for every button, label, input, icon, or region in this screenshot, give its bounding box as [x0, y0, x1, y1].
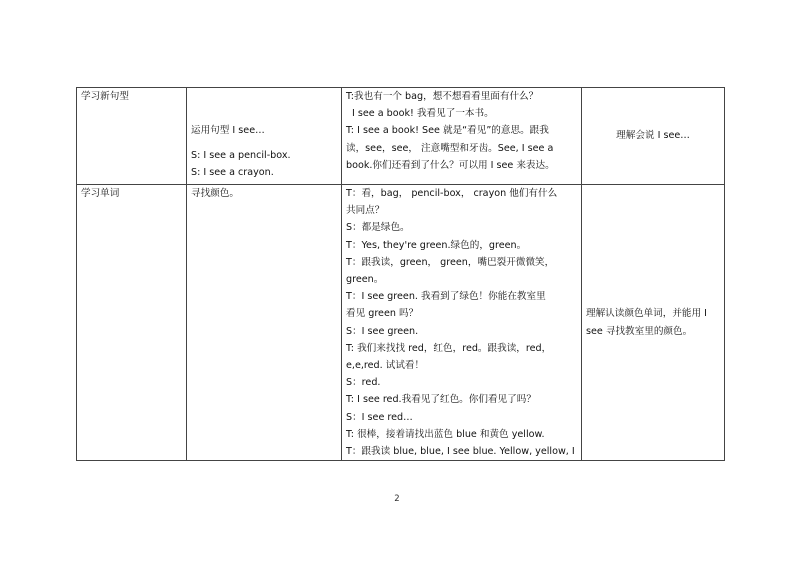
spacer: [191, 139, 337, 147]
process-line: [346, 122, 577, 139]
process-line: 共同点？: [346, 205, 385, 217]
process-line: T：Yes, they're green.绿色的，green。: [346, 239, 527, 251]
goal-text: 理解会说 I see…: [616, 130, 690, 142]
goal-cell: [582, 185, 725, 461]
process-line: T：I see green. 我看到了绿色！你能在教室里: [346, 291, 546, 303]
process-line: green。: [346, 274, 384, 286]
process-line: T：跟我读，green， green，嘴巴裂开微微笑，: [346, 256, 555, 268]
activity-line: 运用句型 I see…: [191, 125, 265, 136]
stage-cell: [77, 185, 187, 461]
activity-cell: [187, 88, 342, 185]
process-line: e,e,red. 试试看！: [346, 360, 425, 372]
process-line: S：都是绿色。: [346, 222, 410, 234]
process-line: T：看，bag， pencil-box， crayon 他们有什么: [346, 188, 558, 199]
process-line: T:我也有一个 bag，想不想看看里面有什么？: [346, 91, 539, 102]
stage-label: 学习单词: [81, 188, 120, 199]
page-number: 2: [394, 494, 400, 504]
process-text: ”的意思。跟我: [486, 125, 549, 137]
goal-cell: [582, 88, 725, 185]
process-line: I see a book! 我看见了一本书。: [352, 108, 494, 120]
process-line: T: I see red.我看见了红色。你们看见了吗？: [346, 394, 536, 406]
process-cell: [342, 185, 582, 461]
spacer: [191, 88, 337, 122]
process-line: S：red.: [346, 377, 381, 389]
process-cell: [342, 88, 582, 185]
stage-label: 学习新句型: [81, 91, 129, 102]
process-line: T：跟我读 blue, blue, I see blue. Yellow, yellow, I: [346, 446, 575, 458]
stage-cell: [77, 88, 187, 185]
process-line: S：I see red…: [346, 411, 413, 423]
table-row: [77, 185, 725, 461]
activity-cell: [187, 185, 342, 461]
lesson-plan-table: [76, 87, 725, 461]
process-emphasis: 看见: [467, 125, 487, 137]
activity-line: S: I see a crayon.: [191, 167, 274, 179]
goal-text: 理解认读颜色单词，并能用 I see 寻找教室里的颜色。: [586, 308, 708, 337]
process-line: S：I see green.: [346, 325, 419, 337]
process-line: T: 我们来找找 red，红色，red。跟我读，red，: [346, 342, 552, 354]
process-line: 看见 green 吗？: [346, 308, 419, 320]
process-text: T: I see a book! See 就是“: [346, 125, 468, 137]
process-line: T: 很棒，接着请找出蓝色 blue 和黄色 yellow.: [346, 428, 545, 440]
activity-line: 寻找颜色。: [191, 188, 239, 199]
table-row: [77, 88, 725, 185]
process-line: book.你们还看到了什么？可以用 I see 来表达。: [346, 159, 555, 171]
activity-line: S: I see a pencil-box.: [191, 150, 291, 162]
process-line: 读，see，see， 注意嘴型和牙齿。See, I see a: [346, 142, 554, 154]
